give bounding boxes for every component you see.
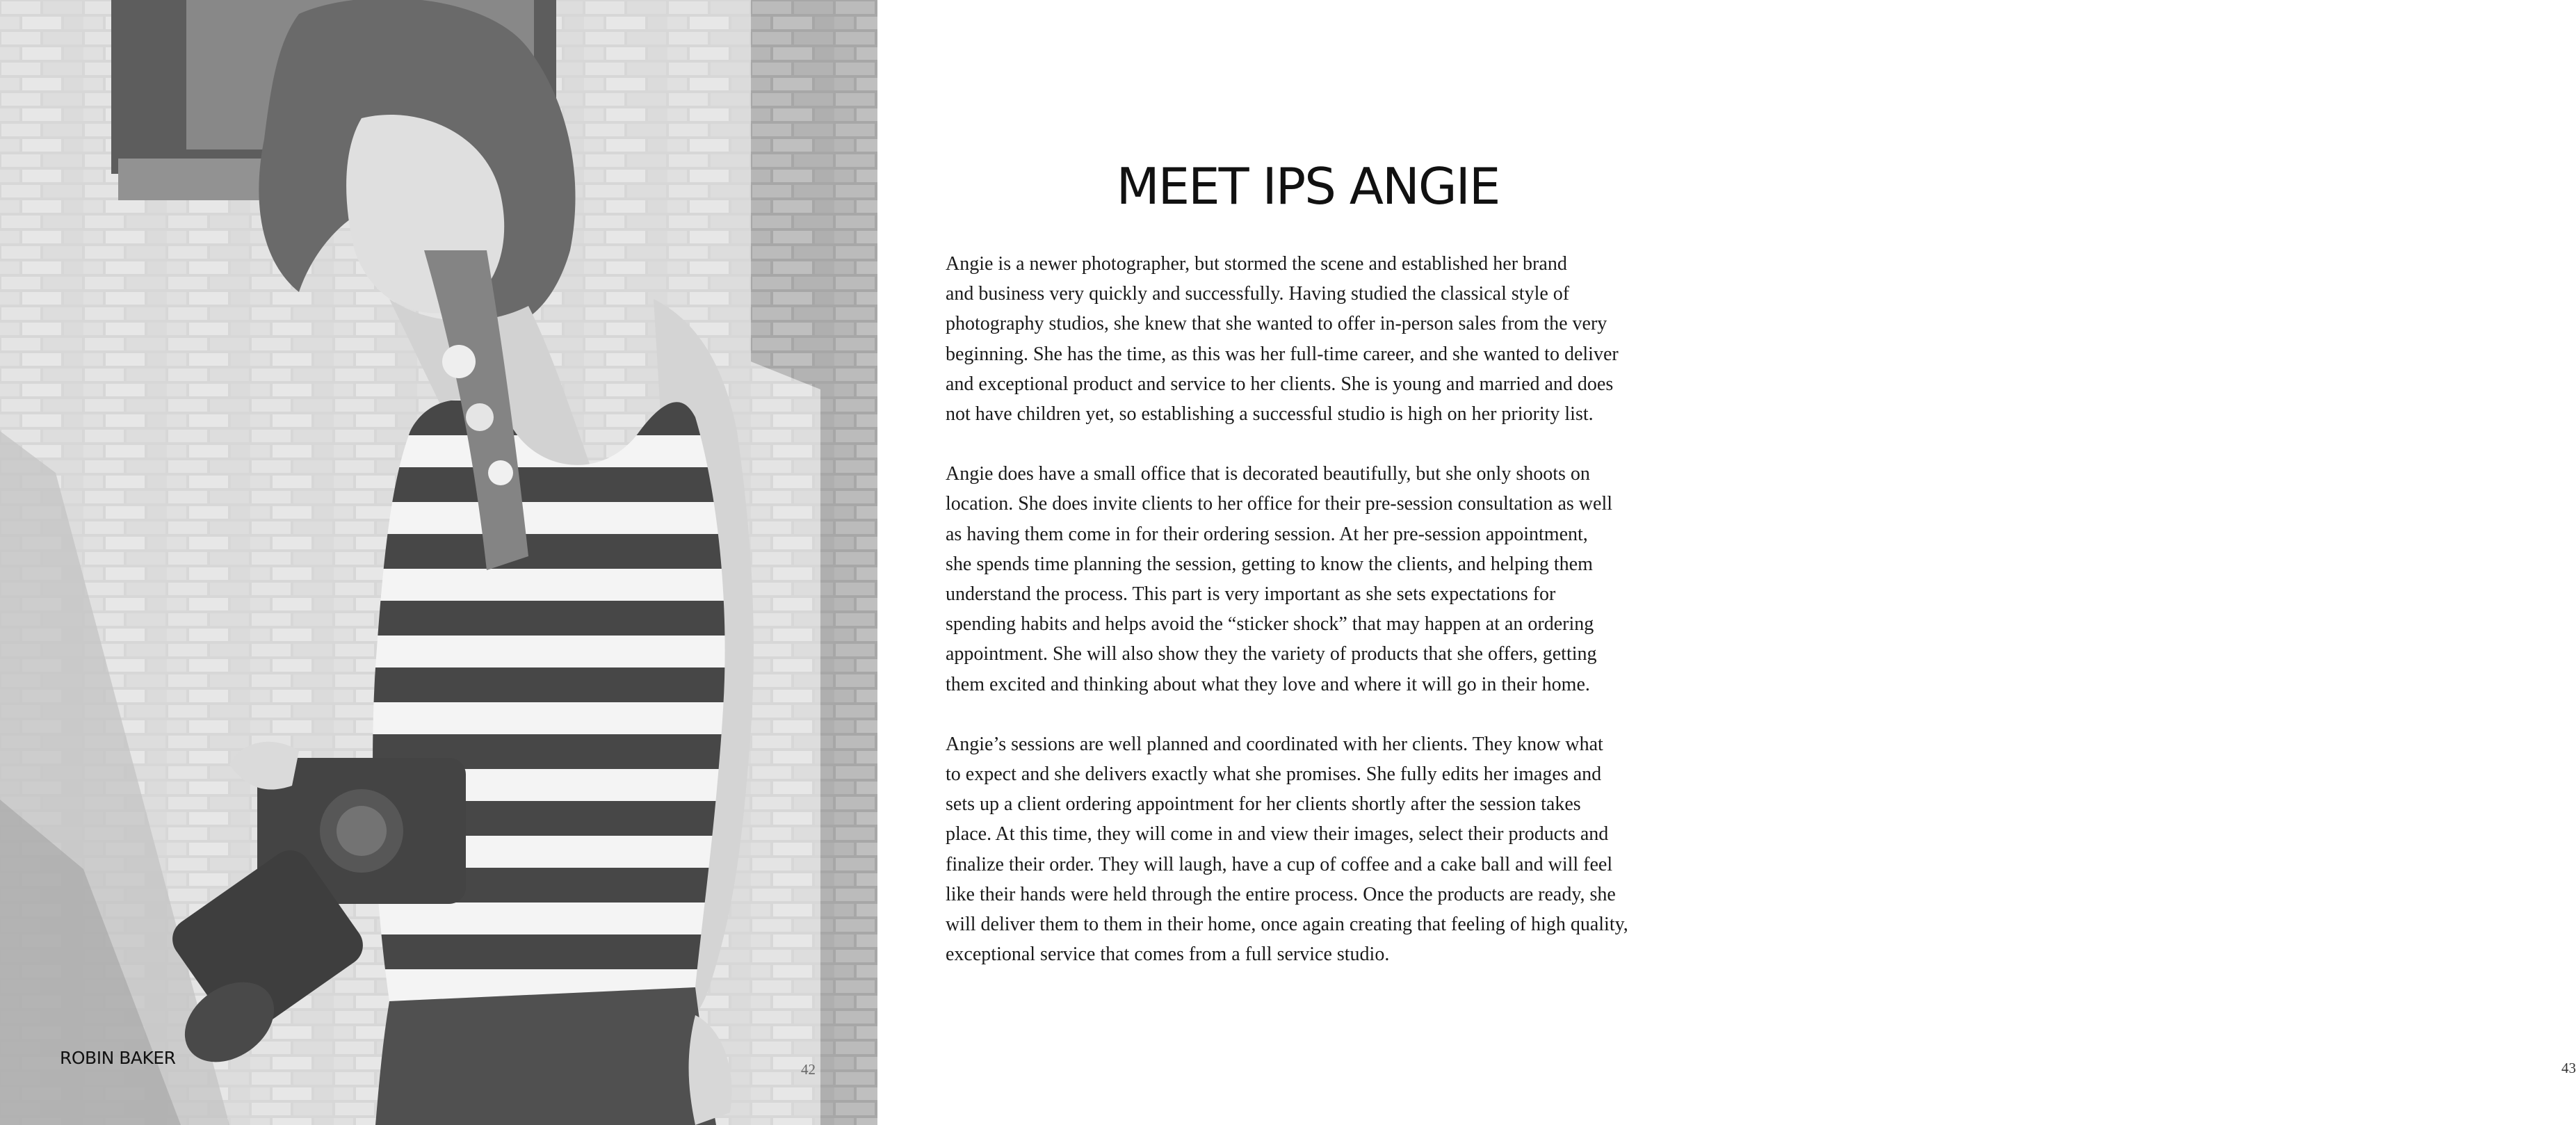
article-body [946, 249, 1710, 999]
text-line: location. She does invite clients to her office for their pre-session consultation as well [946, 493, 1613, 515]
page-title: MEET IPS ANGIE [1116, 157, 1500, 216]
text-line: sets up a client ordering appointment for her clients shortly after the session takes [946, 793, 1581, 816]
text-line: not have children yet, so establishing a successful studio is high on her priority list. [946, 403, 1594, 426]
text-line: appointment. She will also show they the variety of products that she offers, getting [946, 643, 1597, 665]
text-line: exceptional service that comes from a full service studio. [946, 944, 1390, 966]
text-line: Angie’s sessions are well planned and coordinated with her clients. They know what [946, 733, 1603, 755]
page-number-left: 42 [801, 1061, 816, 1078]
paragraph-1 [946, 249, 1710, 429]
text-line: will deliver them to them in their home, once again creating that feeling of high quality, [946, 914, 1628, 936]
right-page [877, 0, 2576, 1125]
text-line: understand the process. This part is very important as she sets expectations for [946, 583, 1556, 606]
text-line: finalize their order. They will laugh, have a cup of coffee and a cake ball and will feel [946, 853, 1613, 875]
author-name: ROBIN BAKER [60, 1048, 176, 1068]
paragraph-3 [946, 729, 1710, 970]
text-line: Angie does have a small office that is decorated beautifully, but she only shoots on [946, 463, 1590, 485]
text-line: place. At this time, they will come in and view their images, select their products and [946, 823, 1609, 845]
text-line: them excited and thinking about what they love and where it will go in their home. [946, 673, 1590, 695]
text-line: spending habits and helps avoid the “sticker shock” that may happen at an ordering [946, 613, 1594, 636]
left-page [0, 0, 877, 1125]
text-line: Angie is a newer photographer, but stormed the scene and established her brand [946, 253, 1567, 275]
text-line: and business very quickly and successfully. Having studied the classical style of [946, 283, 1570, 305]
text-line: she spends time planning the session, getting to know the clients, and helping them [946, 553, 1593, 575]
text-line: to expect and she delivers exactly what she promises. She fully edits her images and [946, 763, 1602, 786]
text-line: photography studios, she knew that she wanted to offer in-person sales from the very [946, 313, 1607, 335]
text-line: like their hands were held through the entire process. Once the products are ready, she [946, 883, 1616, 905]
portrait-photo [0, 0, 877, 1125]
text-line: as having them come in for their ordering session. At her pre-session appointment, [946, 523, 1588, 545]
text-line: and exceptional product and service to her clients. She is young and married and does [946, 373, 1614, 395]
page-number-right: 43 [2561, 1060, 2576, 1076]
paragraph-2 [946, 459, 1710, 699]
text-line: beginning. She has the time, as this was her full-time career, and she wanted to deliver [946, 343, 1619, 365]
